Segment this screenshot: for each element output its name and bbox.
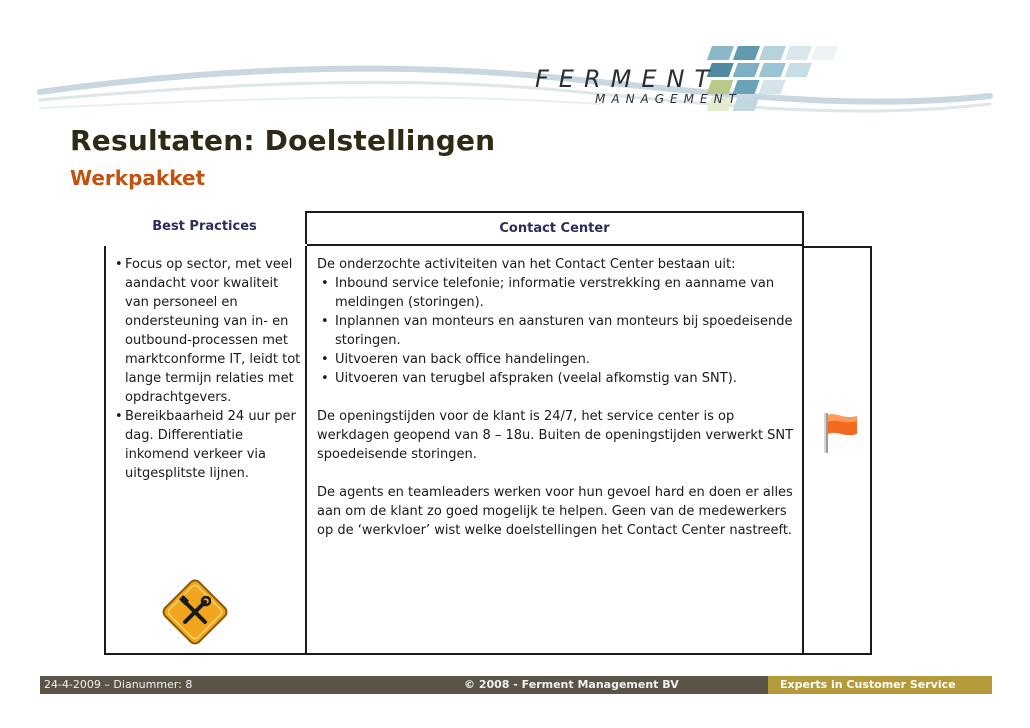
footer-tagline: Experts in Customer Service: [768, 676, 992, 694]
contact-center-body: [317, 255, 797, 540]
header-best-practices: Best Practices: [104, 211, 307, 244]
list-item: • Inplannen van monteurs en aansturen van monteurs bij spoedeisende storingen.: [317, 312, 797, 350]
cc-activities-list: [317, 274, 797, 388]
header-swoosh: [0, 0, 1030, 130]
cc-intro: De onderzochte activiteiten van het Contact Center bestaan uit:: [317, 257, 736, 272]
list-item: • Uitvoeren van terugbel afspraken (veelal afkomstig van SNT).: [317, 369, 797, 388]
list-item: • Bereikbaarheid 24 uur per dag. Differentiatie inkomend verkeer via uitgesplitste lijnen.: [115, 407, 305, 483]
contact-center-cell: [307, 246, 804, 655]
header-contact-center: Contact Center: [307, 211, 804, 246]
list-item: • Uitvoeren van back office handelingen.: [317, 350, 797, 369]
page-subtitle: Werkpakket: [70, 166, 206, 190]
logo-subword: MANAGEMENT: [595, 92, 742, 106]
footer-date-slide: 24-4-2009 – Dianummer: 8: [40, 676, 450, 694]
list-item: • Focus op sector, met veel aandacht voor kwaliteit van personeel en ondersteuning van in- en outbound-processen met marktconforme IT, leidt tot lange termijn relaties met opdrachtgevers.: [115, 255, 305, 407]
best-practices-cell: [104, 246, 307, 655]
best-practices-list: [115, 255, 305, 483]
orange-flag-icon: [821, 410, 861, 454]
footer-copyright: © 2008 - Ferment Management BV: [450, 676, 768, 694]
cc-opening-hours: De openingstijden voor de klant is 24/7, het service center is op werkdagen geopend van 8 – 18u. Buiten de openingstijden verwerkt SNT spoedeisende storingen.: [317, 409, 794, 462]
list-item: • Inbound service telefonie; informatie verstrekking en aanname van meldingen (storingen).: [317, 274, 797, 312]
page-title: Resultaten: Doelstellingen: [70, 124, 496, 157]
rating-cell: [804, 246, 872, 655]
tools-warning-sign-icon: [161, 578, 229, 646]
logo-word: FERMENT: [535, 65, 720, 93]
ferment-logo: [535, 66, 775, 106]
cc-agents: De agents en teamleaders werken voor hun gevoel hard en doen er alles aan om de klant zo goed mogelijk te helpen. Geen van de medewerkers op de ‘werkvloer’ wist welke doelstellingen het Contact Center nastreeft.: [317, 485, 793, 538]
comparison-table: [104, 211, 872, 655]
